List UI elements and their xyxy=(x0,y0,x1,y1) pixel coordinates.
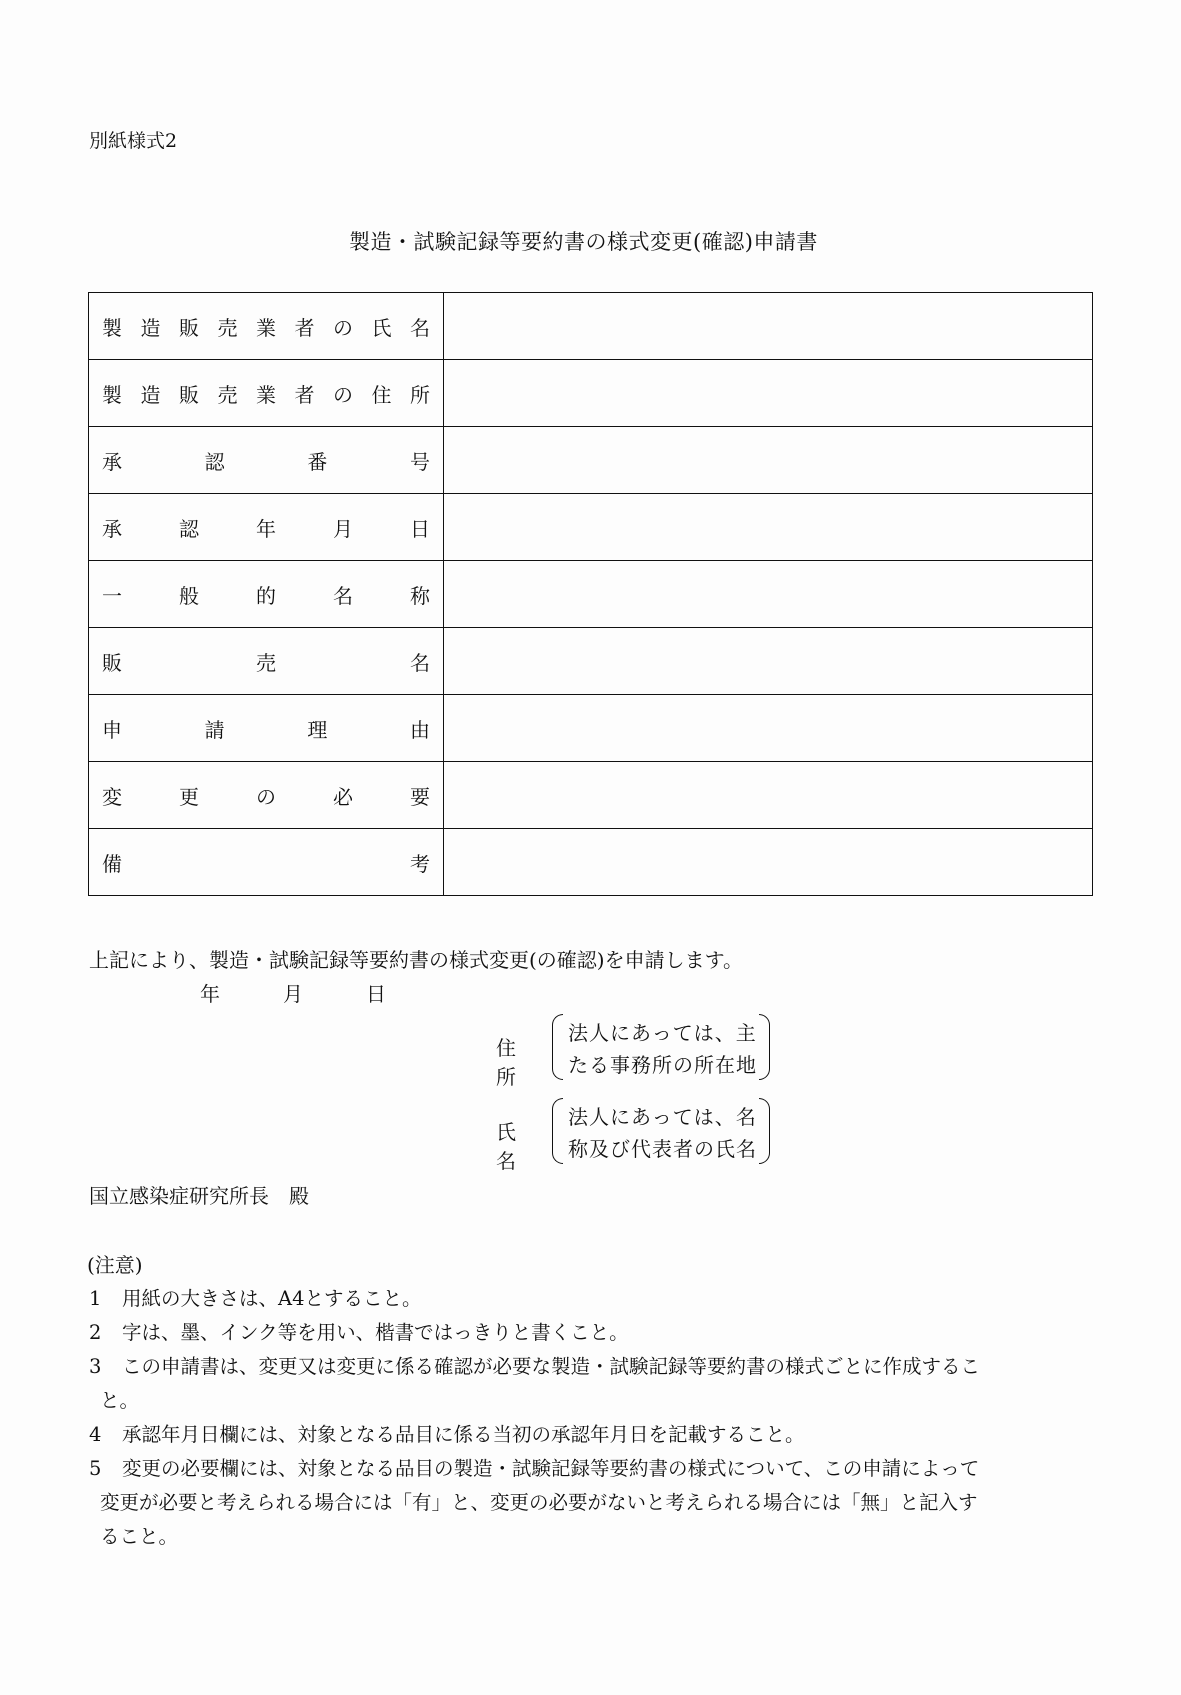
row-label-char: 認 xyxy=(204,449,225,474)
row-label-cell xyxy=(89,427,444,494)
date-month-label: 月 xyxy=(283,982,303,1006)
row-label xyxy=(89,580,443,609)
row-label-char: 所 xyxy=(410,382,430,407)
row-label-char: 承 xyxy=(102,516,122,541)
row-label-cell xyxy=(89,360,444,427)
row-value-field[interactable] xyxy=(444,829,1093,896)
row-value-field[interactable] xyxy=(444,762,1093,829)
form-id-label: 別紙様式2 xyxy=(89,130,178,152)
note-text-continuation: ること。 xyxy=(100,1525,179,1548)
row-label-char: 備 xyxy=(102,851,122,876)
note-text: 変更の必要欄には、対象となる品目の製造・試験記録等要約書の様式について、この申請によって xyxy=(122,1457,980,1480)
row-label-char: 一 xyxy=(102,583,122,608)
document-title: 製造・試験記録等要約書の様式変更(確認)申請書 xyxy=(349,230,818,254)
note-number: 5 xyxy=(89,1457,102,1480)
note-text: 字は、墨、インク等を用い、楷書ではっきりと書くこと。 xyxy=(122,1321,629,1344)
row-label-char: 造 xyxy=(140,315,161,340)
table-row xyxy=(89,762,1093,829)
row-label-char: 要 xyxy=(410,784,430,809)
row-label-char: 業 xyxy=(256,382,276,407)
row-label-char: 売 xyxy=(256,650,276,675)
note-number: 2 xyxy=(89,1321,102,1344)
row-label-char: の xyxy=(256,784,276,809)
address-bracket-note xyxy=(552,1014,770,1080)
row-value-field[interactable] xyxy=(444,628,1093,695)
row-value-field[interactable] xyxy=(444,427,1093,494)
row-label-char: 考 xyxy=(410,851,430,876)
row-label-char: 理 xyxy=(307,717,328,742)
row-label-char: 番 xyxy=(307,449,328,474)
row-label xyxy=(89,446,443,475)
name-bracket-note xyxy=(552,1098,770,1164)
row-label-char: 年 xyxy=(256,516,276,541)
row-label-char: 販 xyxy=(179,315,199,340)
row-label xyxy=(89,513,443,542)
row-label-cell xyxy=(89,762,444,829)
note-item xyxy=(89,1350,1099,1418)
row-label-char: 者 xyxy=(294,382,315,407)
row-label-char: 氏 xyxy=(371,315,392,340)
row-value-field[interactable] xyxy=(444,561,1093,628)
application-statement: 上記により、製造・試験記録等要約書の様式変更(の確認)を申請します。 xyxy=(89,948,744,972)
date-day-label: 日 xyxy=(366,982,386,1006)
row-label xyxy=(89,647,443,676)
row-label-char: 月 xyxy=(333,516,353,541)
note-number: 4 xyxy=(89,1423,102,1446)
row-label-char: 名 xyxy=(410,650,430,675)
note-text-continuation: と。 xyxy=(100,1389,140,1412)
name-label: 氏名 xyxy=(496,1120,516,1173)
row-label-cell xyxy=(89,561,444,628)
row-label-cell xyxy=(89,293,444,360)
row-label xyxy=(89,781,443,810)
addressee: 国立感染症研究所長 殿 xyxy=(89,1184,309,1208)
row-label-char: 号 xyxy=(409,449,430,474)
row-label-cell xyxy=(89,494,444,561)
row-label-char: 的 xyxy=(256,583,276,608)
row-label-char: 般 xyxy=(179,583,199,608)
row-label-char: 承 xyxy=(102,449,122,474)
note-item xyxy=(89,1316,1099,1350)
table-row xyxy=(89,427,1093,494)
row-label-char: 売 xyxy=(217,382,238,407)
row-value-field[interactable] xyxy=(444,293,1093,360)
row-label-char: 造 xyxy=(140,382,161,407)
table-row xyxy=(89,360,1093,427)
row-label-cell xyxy=(89,829,444,896)
row-label-char: 名 xyxy=(410,315,430,340)
note-text: 用紙の大きさは、A4とすること。 xyxy=(122,1287,422,1310)
address-note-line1: 法人にあっては、主 xyxy=(568,1021,757,1045)
row-label-char: 必 xyxy=(333,784,353,809)
note-number: 1 xyxy=(89,1287,102,1310)
row-value-field[interactable] xyxy=(444,494,1093,561)
row-label-char: 者 xyxy=(294,315,315,340)
table-row xyxy=(89,494,1093,561)
row-label xyxy=(89,312,443,341)
table-row xyxy=(89,628,1093,695)
row-label-char: 販 xyxy=(179,382,199,407)
name-note-line2: 称及び代表者の氏名 xyxy=(568,1137,757,1161)
note-item xyxy=(89,1282,1099,1316)
row-label-char: 製 xyxy=(102,315,122,340)
row-label-char: 認 xyxy=(179,516,199,541)
note-text: 承認年月日欄には、対象となる品目に係る当初の承認年月日を記載すること。 xyxy=(122,1423,805,1446)
note-item xyxy=(89,1418,1099,1452)
row-label xyxy=(89,714,443,743)
row-label-cell xyxy=(89,695,444,762)
row-label xyxy=(89,379,443,408)
row-label-char: 更 xyxy=(179,784,199,809)
row-label-char: 製 xyxy=(102,382,122,407)
row-label-char: 業 xyxy=(256,315,276,340)
row-label-char: 販 xyxy=(102,650,122,675)
row-label-char: 請 xyxy=(204,717,225,742)
address-note-line2: たる事務所の所在地 xyxy=(568,1053,757,1077)
row-value-field[interactable] xyxy=(444,695,1093,762)
note-text: この申請書は、変更又は変更に係る確認が必要な製造・試験記録等要約書の様式ごとに作成するこ xyxy=(122,1355,981,1378)
row-label-char: 名 xyxy=(333,583,353,608)
row-label-char: の xyxy=(333,382,353,407)
notes-heading: (注意) xyxy=(87,1253,143,1277)
row-label-char: 由 xyxy=(409,717,430,742)
row-label-char: 変 xyxy=(102,784,122,809)
note-item xyxy=(89,1452,1099,1554)
row-label-cell xyxy=(89,628,444,695)
row-label-char: 日 xyxy=(410,516,430,541)
row-label-char: 称 xyxy=(410,583,430,608)
note-text-continuation: 変更が必要と考えられる場合には「有」と、変更の必要がないと考えられる場合には「無」と記入す xyxy=(100,1491,978,1514)
row-label-char: 住 xyxy=(371,382,392,407)
table-row xyxy=(89,695,1093,762)
row-label-char: 売 xyxy=(217,315,238,340)
table-row xyxy=(89,829,1093,896)
date-year-label: 年 xyxy=(200,982,220,1006)
name-note-line1: 法人にあっては、名 xyxy=(568,1105,757,1129)
row-label-char: 申 xyxy=(102,717,122,742)
row-value-field[interactable] xyxy=(444,360,1093,427)
note-number: 3 xyxy=(89,1355,102,1378)
row-label xyxy=(89,848,443,877)
table-row xyxy=(89,561,1093,628)
application-form-table xyxy=(88,292,1093,896)
row-label-char: の xyxy=(333,315,353,340)
table-row xyxy=(89,293,1093,360)
address-label: 住所 xyxy=(496,1036,516,1089)
date-line xyxy=(200,978,386,1007)
